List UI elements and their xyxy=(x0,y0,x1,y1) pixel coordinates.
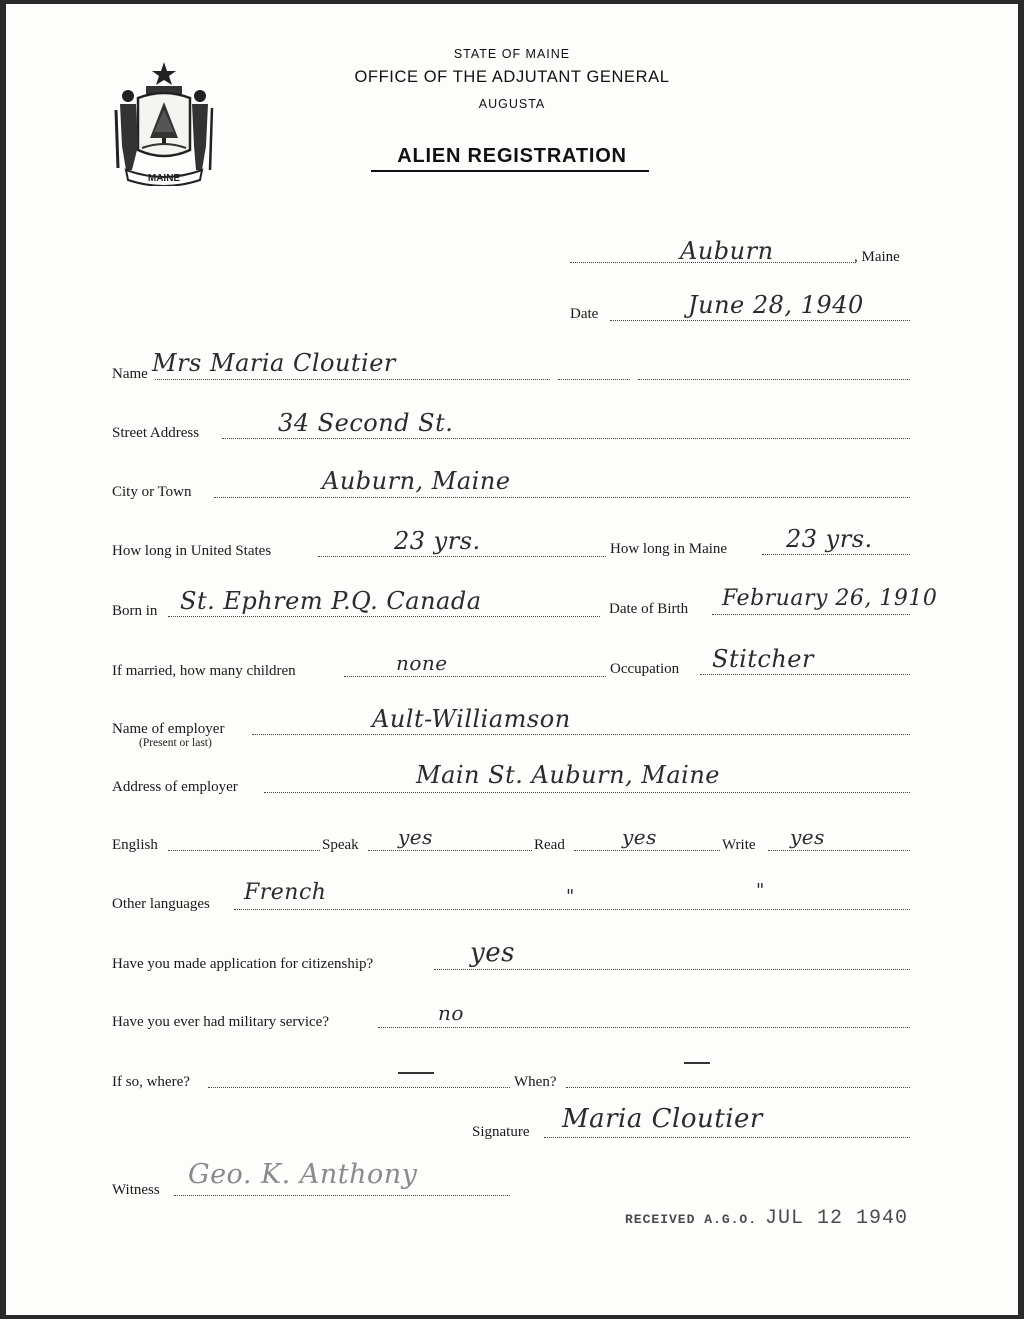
born-in-value[interactable]: St. Ephrem P.Q. Canada xyxy=(180,587,482,615)
where-dash xyxy=(398,1072,434,1074)
city-line xyxy=(214,497,910,498)
citizenship-label: Have you made application for citizenship? xyxy=(112,956,374,972)
header-office: OFFICE OF THE ADJUTANT GENERAL xyxy=(354,68,670,86)
read-line xyxy=(574,850,720,851)
other-language-3[interactable]: " xyxy=(756,880,765,901)
children-line xyxy=(344,676,606,677)
present-or-last-note: (Present or last) xyxy=(139,737,212,749)
witness-label: Witness xyxy=(112,1182,160,1198)
date-line xyxy=(610,320,910,321)
form-title: ALIEN REGISTRATION xyxy=(397,145,627,167)
signature-label: Signature xyxy=(472,1124,530,1140)
witness-line xyxy=(174,1195,510,1196)
other-language-1[interactable]: French xyxy=(244,880,327,905)
name-line-2 xyxy=(558,379,630,380)
town-value[interactable]: Auburn xyxy=(680,237,774,265)
occupation-value[interactable]: Stitcher xyxy=(712,645,814,673)
how-long-us-value[interactable]: 23 yrs. xyxy=(394,527,481,555)
citizenship-value[interactable]: yes xyxy=(470,938,515,968)
english-label: English xyxy=(112,837,158,853)
employer-name-label: Name of employer xyxy=(112,721,225,737)
dob-value[interactable]: February 26, 1910 xyxy=(722,586,938,611)
military-line xyxy=(378,1027,910,1028)
occupation-label: Occupation xyxy=(610,661,680,677)
how-long-maine-value[interactable]: 23 yrs. xyxy=(786,525,873,553)
when-line xyxy=(566,1087,910,1088)
citizenship-line xyxy=(434,969,910,970)
header-city: AUGUSTA xyxy=(478,97,546,111)
when-dash xyxy=(684,1062,710,1064)
dob-line xyxy=(712,614,910,615)
maine-label: , Maine xyxy=(854,249,900,265)
speak-line xyxy=(368,850,532,851)
military-label: Have you ever had military service? xyxy=(112,1014,329,1030)
seal-banner-text: MAINE xyxy=(147,173,181,184)
how-long-us-label: How long in United States xyxy=(112,543,272,559)
city-label: City or Town xyxy=(112,484,192,500)
other-languages-label: Other languages xyxy=(112,896,210,912)
when-label: When? xyxy=(514,1074,557,1090)
how-long-maine-label: How long in Maine xyxy=(610,541,728,557)
read-label: Read xyxy=(534,837,565,853)
registration-form xyxy=(6,4,1018,1315)
dob-label: Date of Birth xyxy=(609,601,689,617)
born-in-label: Born in xyxy=(112,603,158,619)
title-underline xyxy=(371,170,649,172)
witness-value[interactable]: Geo. K. Anthony xyxy=(188,1159,418,1190)
employer-address-line xyxy=(264,792,910,793)
born-in-line xyxy=(168,616,600,617)
occupation-line xyxy=(700,674,910,675)
city-value[interactable]: Auburn, Maine xyxy=(322,467,511,495)
received-stamp xyxy=(625,1207,908,1230)
name-label: Name xyxy=(112,366,148,382)
signature-line xyxy=(544,1137,910,1138)
where-line xyxy=(208,1087,510,1088)
where-label: If so, where? xyxy=(112,1074,190,1090)
military-value[interactable]: no xyxy=(438,1001,464,1025)
name-value[interactable]: Mrs Maria Cloutier xyxy=(152,349,396,377)
street-line xyxy=(222,438,910,439)
speak-label: Speak xyxy=(322,837,359,853)
date-label: Date xyxy=(570,306,599,322)
employer-name-line xyxy=(252,734,910,735)
date-value[interactable]: June 28, 1940 xyxy=(688,291,864,319)
how-long-us-line xyxy=(318,556,606,557)
children-label: If married, how many children xyxy=(112,663,296,679)
english-line xyxy=(168,850,320,851)
name-line-3 xyxy=(638,379,910,380)
speak-value[interactable]: yes xyxy=(398,825,433,849)
received-stamp-text: RECEIVED A.G.O. xyxy=(625,1212,758,1227)
other-language-2[interactable]: " xyxy=(566,886,575,907)
employer-address-value[interactable]: Main St. Auburn, Maine xyxy=(416,761,721,789)
write-label: Write xyxy=(722,837,756,853)
write-line xyxy=(768,850,910,851)
street-value[interactable]: 34 Second St. xyxy=(278,409,454,437)
children-value[interactable]: none xyxy=(396,651,448,675)
name-line-1 xyxy=(155,379,550,380)
signature-value[interactable]: Maria Cloutier xyxy=(562,1104,763,1134)
received-stamp-date: JUL 12 1940 xyxy=(765,1207,909,1230)
header-state: STATE OF MAINE xyxy=(453,47,571,61)
employer-name-value[interactable]: Ault-Williamson xyxy=(372,705,571,733)
how-long-maine-line xyxy=(762,554,910,555)
employer-address-label: Address of employer xyxy=(112,779,238,795)
read-value[interactable]: yes xyxy=(622,825,657,849)
write-value[interactable]: yes xyxy=(790,825,825,849)
street-label: Street Address xyxy=(112,425,200,441)
